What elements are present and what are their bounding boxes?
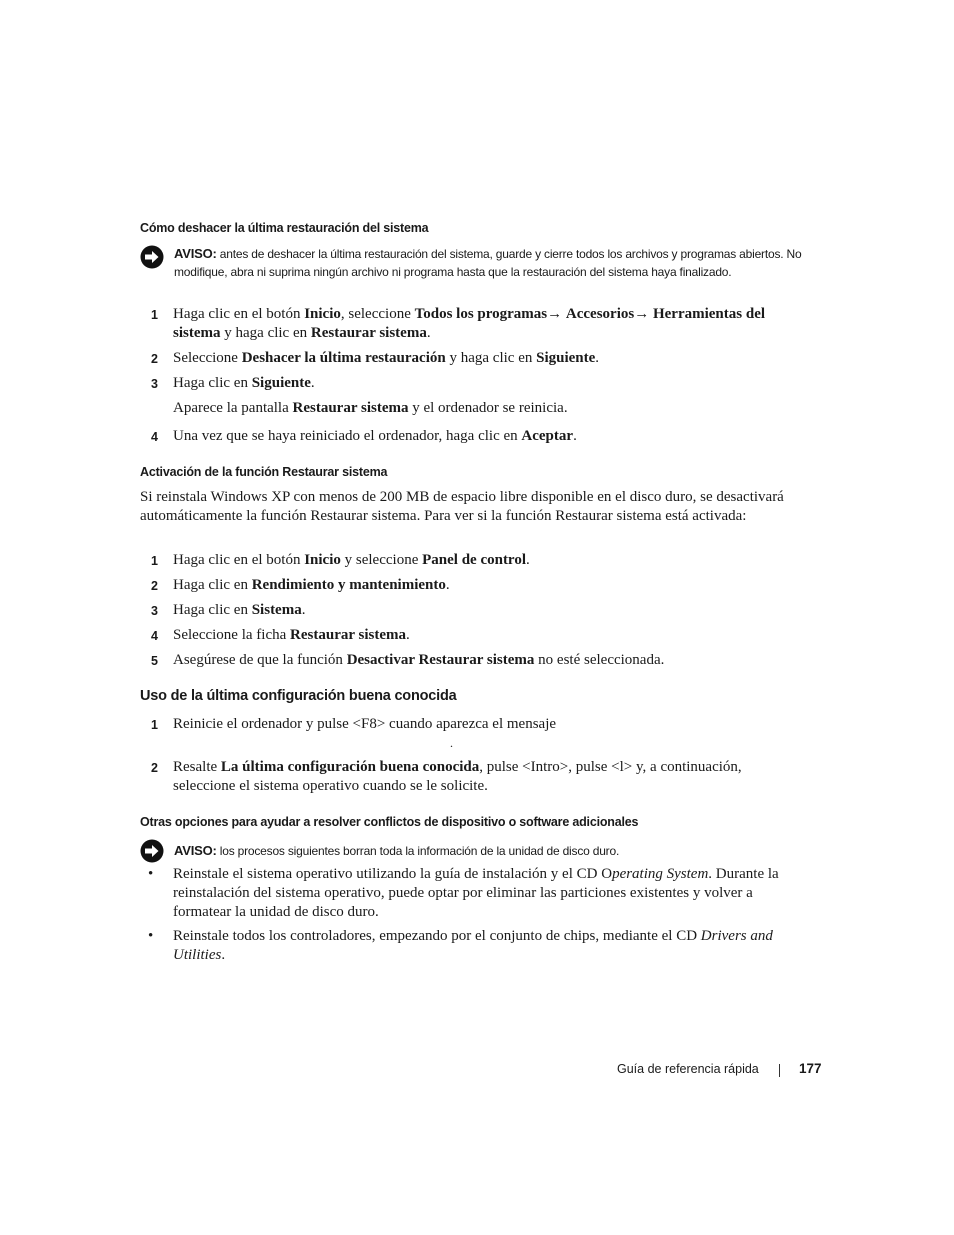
notice-text [174, 842, 804, 861]
step-number: 1 [151, 554, 158, 568]
section-heading-undo-restore: Cómo deshacer la última restauración del sistema [140, 221, 429, 235]
bullet-symbol: • [148, 928, 154, 944]
step-number: 2 [151, 579, 158, 593]
step-text: Una vez que se haya reiniciado el ordenador, haga clic en Aceptar. [173, 428, 577, 444]
message-placeholder-dot: . [450, 736, 453, 750]
step-text: Seleccione Deshacer la última restauración y haga clic en Siguiente. [173, 350, 600, 366]
footer-divider [779, 1064, 780, 1077]
step-number: 3 [151, 604, 158, 618]
section-heading-last-known-good: Uso de la última configuración buena conocida [140, 688, 457, 704]
step-text: Haga clic en el botón Inicio, seleccione Todos los programas→ Accesorios→ Herramientas del sistema y haga clic en Restaurar sistema. [173, 306, 766, 341]
step-number: 5 [151, 654, 158, 668]
footer-title: Guía de referencia rápida [617, 1062, 759, 1076]
step-text: Seleccione la ficha Restaurar sistema. [173, 627, 410, 643]
step-text: Resalte La última configuración buena conocida, pulse <Intro>, pulse <l> y, a continuación, seleccione el sistema operativo cuando se le solicite. [173, 759, 742, 794]
bullet-text: Reinstale el sistema operativo utilizando la guía de instalación y el CD Operating System. Durante la reinstalación del sistema operativo, puede optar por eliminar las particiones existentes y volver a formatear la unidad de disco duro. [173, 866, 779, 920]
notice-arrow-icon [140, 839, 164, 863]
step-number: 1 [151, 308, 158, 322]
intro-paragraph: Si reinstala Windows XP con menos de 200 MB de espacio libre disponible en el disco duro, se desactivará automáticamente la función Restaurar sistema. Para ver si la función Restaurar sistema está activada: [140, 489, 784, 524]
notice-label: AVISO: [174, 843, 217, 858]
notice-body: antes de deshacer la última restauración del sistema, guarde y cierre todos los archivos y programas abiertos. No modifique, abra ni suprima ningún archivo ni programa hasta que la restauración del sistema haya finalizado. [174, 247, 802, 279]
bullet-text: Reinstale todos los controladores, empezando por el conjunto de chips, mediante el CD Drivers and Utilities. [173, 928, 773, 963]
step-number: 1 [151, 718, 158, 732]
notice-arrow-icon [140, 245, 164, 269]
step-number: 2 [151, 352, 158, 366]
section-heading-other-options: Otras opciones para ayudar a resolver conflictos de dispositivo o software adicionales [140, 815, 639, 829]
notice-body: los procesos siguientes borran toda la información de la unidad de disco duro. [219, 844, 620, 858]
step-text: Haga clic en el botón Inicio y seleccione Panel de control. [173, 552, 530, 568]
step-number: 3 [151, 377, 158, 391]
notice-text [174, 245, 804, 281]
step-number: 2 [151, 761, 158, 775]
step-number: 4 [151, 629, 158, 643]
page-number: 177 [799, 1061, 822, 1076]
step-text: Haga clic en Sistema. [173, 602, 306, 618]
step-text: Haga clic en Siguiente. [173, 375, 315, 391]
notice-label: AVISO: [174, 246, 217, 261]
step-note: Aparece la pantalla Restaurar sistema y el ordenador se reinicia. [173, 400, 568, 416]
step-text: Asegúrese de que la función Desactivar Restaurar sistema no esté seleccionada. [173, 652, 665, 668]
step-number: 4 [151, 430, 158, 444]
section-heading-enable-restore: Activación de la función Restaurar sistema [140, 465, 388, 479]
step-text: Reinicie el ordenador y pulse <F8> cuando aparezca el mensaje [173, 716, 557, 732]
bullet-symbol: • [148, 866, 154, 882]
step-text: Haga clic en Rendimiento y mantenimiento. [173, 577, 450, 593]
